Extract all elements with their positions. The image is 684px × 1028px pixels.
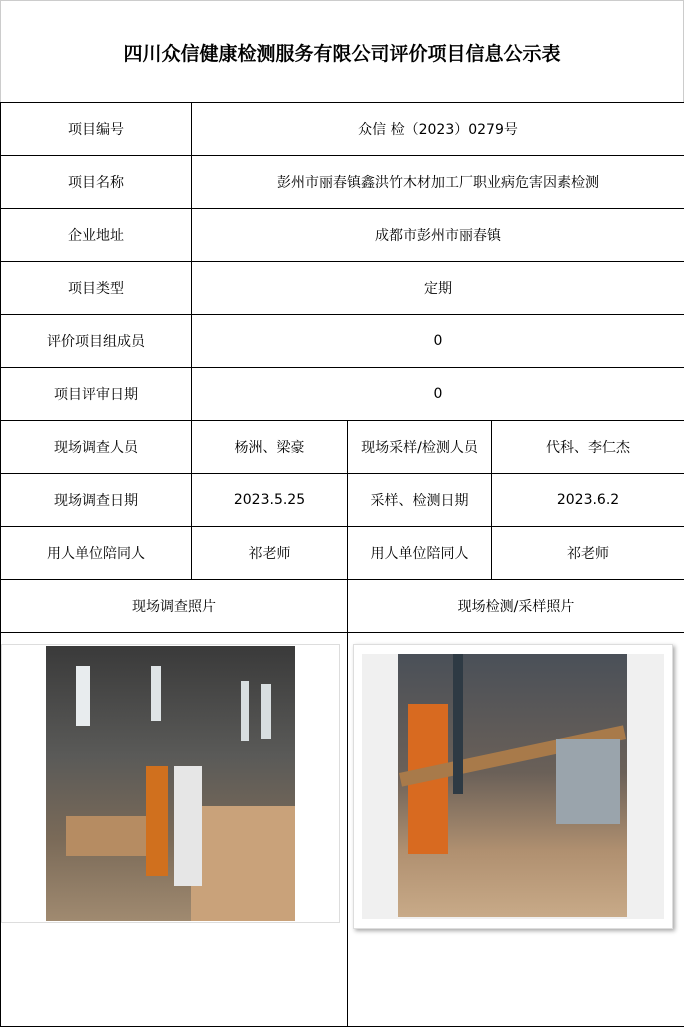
row-label: 项目评审日期	[1, 368, 192, 421]
table-row	[1, 315, 684, 368]
pair-value: 2023.5.25	[192, 474, 348, 527]
table-row	[1, 262, 684, 315]
pair-value: 祁老师	[492, 527, 684, 580]
row-value: 成都市彭州市丽春镇	[192, 209, 684, 262]
pair-value: 杨洲、梁豪	[192, 421, 348, 474]
photo-row	[1, 633, 684, 1027]
survey-photo-cell	[1, 633, 348, 1027]
survey-photo	[46, 646, 295, 921]
pair-value: 2023.6.2	[492, 474, 684, 527]
pair-label: 现场调查日期	[1, 474, 192, 527]
pair-label: 用人单位陪同人	[1, 527, 192, 580]
pair-label: 现场调查人员	[1, 421, 192, 474]
row-label: 项目编号	[1, 103, 192, 156]
row-label: 企业地址	[1, 209, 192, 262]
row-label: 项目名称	[1, 156, 192, 209]
row-value: 0	[192, 368, 684, 421]
info-table	[0, 102, 684, 1027]
row-value: 0	[192, 315, 684, 368]
page-title: 四川众信健康检测服务有限公司评价项目信息公示表	[0, 0, 684, 103]
table-row	[1, 474, 684, 527]
sampling-photo-label: 现场检测/采样照片	[348, 580, 684, 633]
row-value: 彭州市丽春镇鑫洪竹木材加工厂职业病危害因素检测	[192, 156, 684, 209]
row-label: 评价项目组成员	[1, 315, 192, 368]
pair-value: 祁老师	[192, 527, 348, 580]
table-row	[1, 421, 684, 474]
table-row	[1, 209, 684, 262]
survey-photo-label: 现场调查照片	[1, 580, 348, 633]
pair-value: 代科、李仁杰	[492, 421, 684, 474]
table-row	[1, 156, 684, 209]
pair-label: 用人单位陪同人	[348, 527, 492, 580]
row-value: 众信 检（2023）0279号	[192, 103, 684, 156]
pair-label: 现场采样/检测人员	[348, 421, 492, 474]
sampling-photo	[362, 654, 664, 919]
table-row	[1, 368, 684, 421]
pair-label: 采样、检测日期	[348, 474, 492, 527]
row-value: 定期	[192, 262, 684, 315]
sampling-photo-cell	[348, 633, 684, 1027]
table-row	[1, 527, 684, 580]
row-label: 项目类型	[1, 262, 192, 315]
table-row	[1, 580, 684, 633]
table-row	[1, 103, 684, 156]
